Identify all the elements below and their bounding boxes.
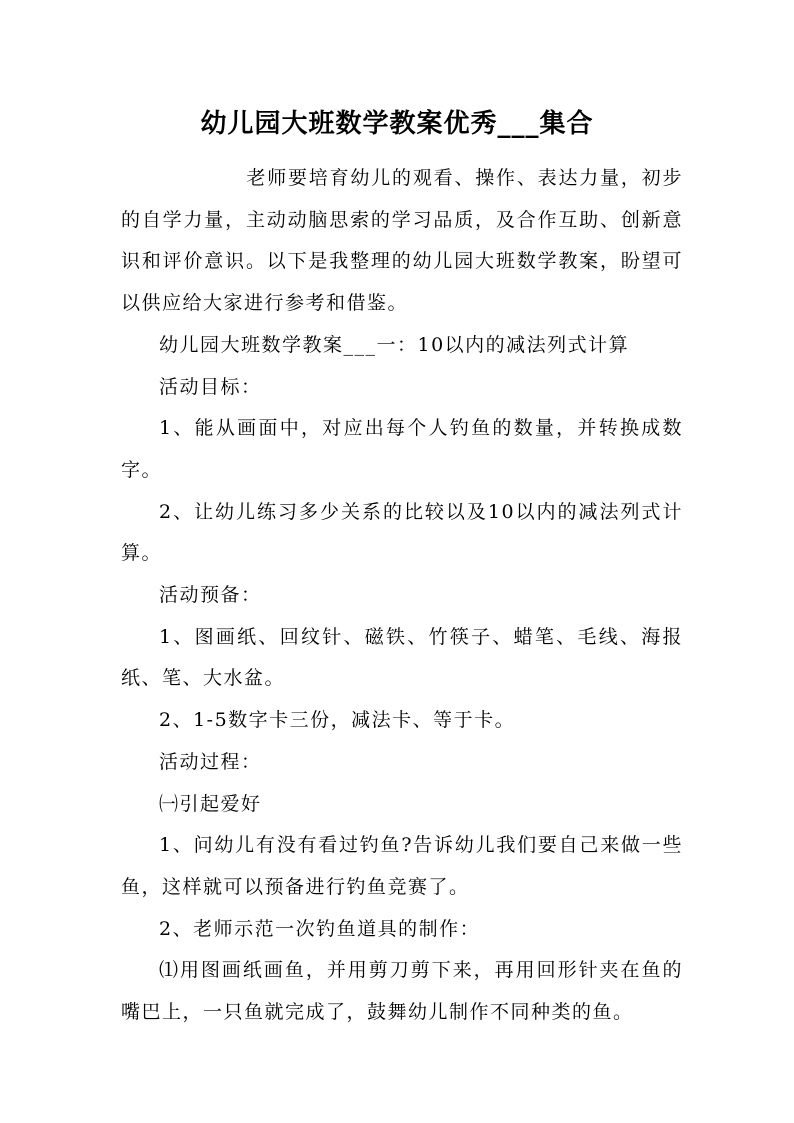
document-title: 幼儿园大班数学教案优秀___集合 — [200, 109, 594, 139]
process-substep-1: ⑴用图画纸画鱼，并用剪刀剪下来，再用回形针夹在鱼的嘴巴上，一只鱼就完成了，鼓舞幼儿制作不同种类的鱼。 — [121, 959, 683, 1024]
section-heading-preparation: 活动预备： — [159, 584, 262, 607]
process-item-1: 1、问幼儿有没有看过钓鱼?告诉幼儿我们要自己来做一些鱼，这样就可以预备进行钓鱼竞赛了。 — [121, 834, 683, 898]
process-step-heading: ㈠引起爱好 — [159, 792, 262, 815]
goal-item-1: 1、能从画面中，对应出每个人钓鱼的数量，并转换成数字。 — [121, 417, 683, 481]
goal-item-2: 2、让幼儿练习多少关系的比较以及10以内的减法列式计算。 — [121, 500, 683, 565]
preparation-item-1: 1、图画纸、回纹针、磁铁、竹筷子、蜡笔、毛线、海报纸、笔、大水盆。 — [121, 625, 683, 690]
intro-paragraph: 老师要培育幼儿的观看、操作、表达力量，初步的自学力量，主动动脑思索的学习品质，及合作互助、创新意识和评价意识。以下是我整理的幼儿园大班数学教案，盼望可以供应给大家进行参考和借鉴。 — [121, 167, 683, 315]
section-heading-goals: 活动目标： — [159, 375, 262, 398]
preparation-item-2: 2、1-5数字卡三份，减法卡、等于卡。 — [159, 709, 516, 732]
document-body — [121, 158, 683, 1034]
section-heading-process: 活动过程： — [159, 750, 262, 773]
process-item-2: 2、老师示范一次钓鱼道具的制作： — [159, 917, 481, 940]
lesson-heading: 幼儿园大班数学教案___一：10以内的减法列式计算 — [159, 333, 630, 356]
